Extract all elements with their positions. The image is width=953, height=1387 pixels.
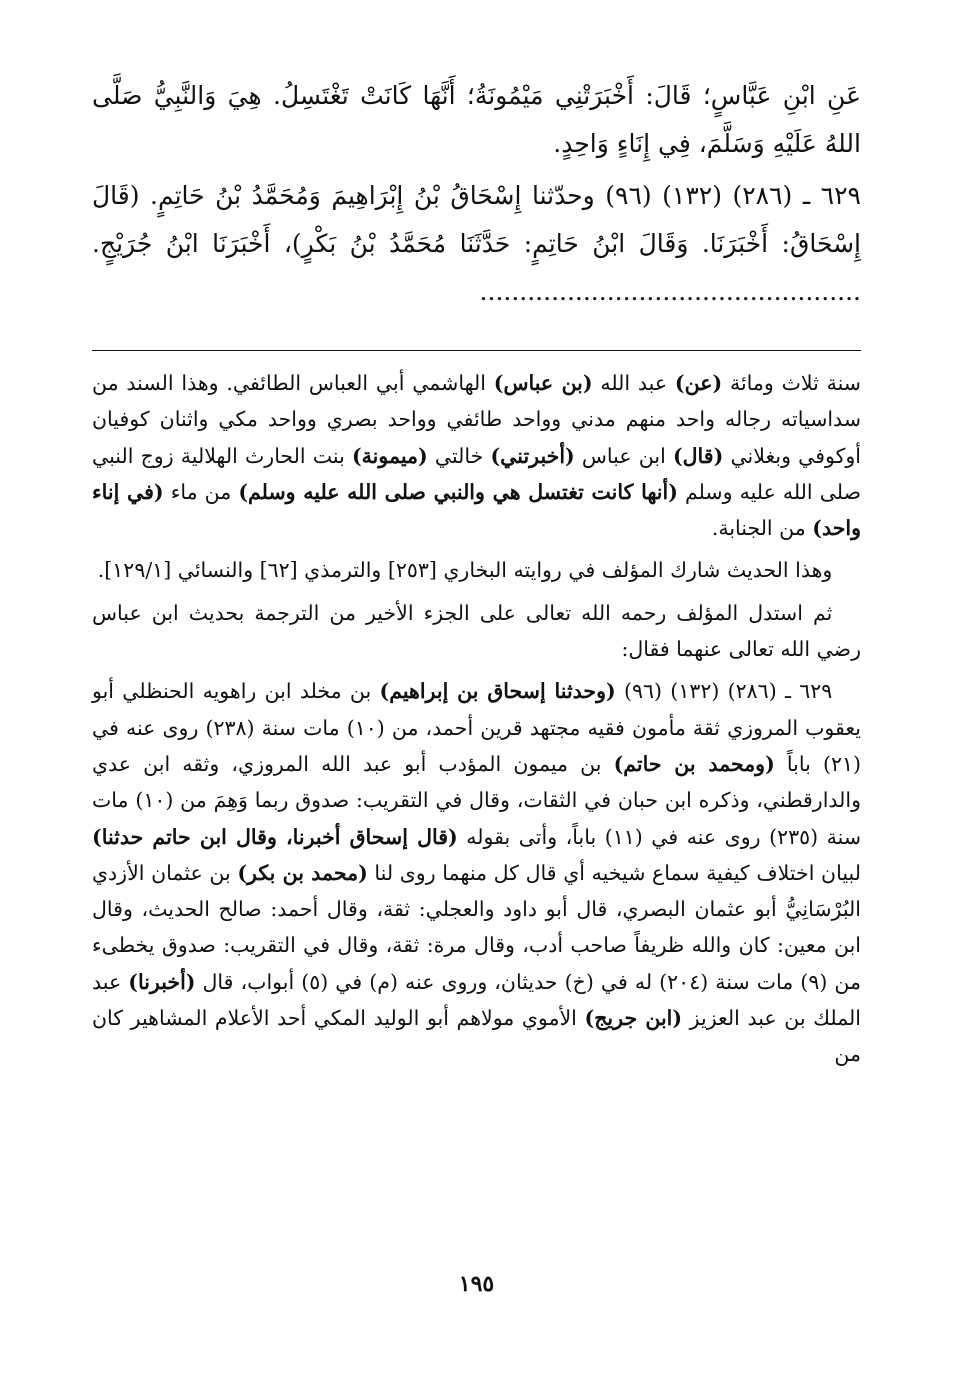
- hadith-matn: عَنِ ابْنِ عَبَّاسٍ؛ قَالَ: أَخْبَرَتْنِي مَيْمُونَةُ؛ أَنَّهَا كَانَتْ تَغْتَسِلُ. هِيَ وَالنَّبِيُّ صَلَّى اللهُ عَلَيْهِ وَسَلَّمَ، فِي إِنَاءٍ وَاحِدٍ.: [92, 81, 861, 158]
- text-segment: عبد الملك بن عبد العزيز: [92, 969, 862, 1031]
- bold-quote-segment: (محمد بن بكر): [237, 860, 368, 885]
- hadith-629-isnad: ٦٢٩ ـ (٢٨٦) (١٣٢) (٩٦) وحدّثنا إِسْحَاقُ بْنُ إِبْرَاهِيمَ وَمُحَمَّدُ بْنُ حَاتِمٍ. (قَالَ إِسْحَاقُ: أَخْبَرَنَا. وَقَالَ ابْنُ حَاتِمٍ: حَدَّثَنَا مُحَمَّدُ بْنُ بَكْرٍ)، أَخْبَرَنَا ابْنُ جُرَيْجٍ. ................................................: [92, 181, 861, 306]
- hadith-main-text: [92, 72, 861, 316]
- text-segment: بن عثمان الأزدي البُرْسَانِيُّ أبو عثمان البصري، قال أبو داود والعجلي: ثقة، وقال أحمد: صالح الحديث، وقال ابن معين: كان والله ظريفاً صاحب أدب، وقال مرة: ثقة، وقال في التقريب: صدوق يخطىء من (٩) مات سنة (٢٠٤) له في (خ) حديثان، وروى عنه (م) في (٥) أبواب، قال: [92, 860, 861, 994]
- commentary-paragraph-2: وهذا الحديث شارك المؤلف في روايته البخاري [٢٥٣] والترمذي [٦٢] والنسائي [١٢٩/١].: [97, 558, 833, 583]
- bold-quote-segment: (أخبرنا): [128, 969, 196, 994]
- bold-quote-segment: (أنها كانت تغتسل هي والنبي صلى الله عليه وسلم): [238, 479, 678, 504]
- bold-quote-segment: (في إناء واحد): [92, 479, 861, 541]
- commentary-paragraph-4: [92, 673, 861, 1072]
- footnote-divider: [92, 350, 861, 351]
- bold-quote-segment: (بن عباس): [493, 371, 593, 395]
- commentary-section: [92, 365, 861, 1073]
- bold-quote-segment: (ومحمد بن حاتم): [613, 751, 775, 776]
- commentary-paragraph-1: [92, 365, 861, 546]
- book-page: [92, 72, 861, 1347]
- bold-quote-segment: (عن): [674, 371, 723, 395]
- text-segment: من الجنابة.: [711, 516, 813, 541]
- bold-quote-segment: (أخبرتني): [490, 443, 575, 468]
- text-segment: بن ميمون المؤدب أبو عبد الله المروزي، وثقه ابن عدي والدارقطني، وذكره ابن حبان في الثقات، وقال في التقريب: صدوق ربما وَهِمَ من (١٠) مات سنة (٢٣٥) روى عنه في (١١) باباً، وأتى بقوله: [92, 751, 862, 849]
- text-segment: الأموي مولاهم أبو الوليد المكي أحد الأعلام المشاهير كان من: [92, 1006, 861, 1067]
- text-segment: من ماء: [163, 479, 239, 504]
- text-segment: عبد الله: [592, 371, 675, 395]
- text-segment: بنت الحارث الهلالية زوج النبي صلى الله عليه وسلم: [92, 443, 861, 504]
- bold-quote-segment: (وحدثنا إسحاق بن إبراهيم): [379, 679, 616, 704]
- text-segment: الهاشمي أبي العباس الطائفي. وهذا السند من سداسياته رجاله واحد منهم مدني وواحد طائفي وواحد بصري وواحد مكي واثنان كوفيان أوكوفي وبغلاني: [92, 371, 861, 468]
- bold-quote-segment: (ابن جريج): [584, 1006, 683, 1031]
- bold-quote-segment: (قال إسحاق أخبرنا، وقال ابن حاتم حدثنا): [92, 824, 458, 849]
- text-segment: ٦٢٩ ـ (٢٨٦) (١٣٢) (٩٦): [615, 679, 833, 704]
- text-segment: بن مخلد ابن راهويه الحنظلي أبو يعقوب المروزي ثقة مأمون فقيه مجتهد قرين أحمد، من (١٠) مات سنة (٢٣٨) روى عنه في (٢١) باباً: [92, 679, 861, 776]
- page-number: ١٩٥: [458, 1271, 495, 1297]
- text-segment: ابن عباس: [574, 443, 673, 468]
- text-segment: سنة ثلاث ومائة: [722, 371, 861, 395]
- bold-quote-segment: (قال): [672, 443, 724, 468]
- text-segment: لبيان اختلاف كيفية سماع شيخيه أي قال كل منهما روى لنا: [367, 860, 861, 885]
- text-segment: خالتي: [427, 443, 491, 468]
- bold-quote-segment: (ميمونة): [351, 443, 428, 468]
- commentary-paragraph-3: ثم استدل المؤلف رحمه الله تعالى على الجزء الأخير من الترجمة بحديث ابن عباس رضي الله تعالى عنهما فقال:: [92, 600, 861, 662]
